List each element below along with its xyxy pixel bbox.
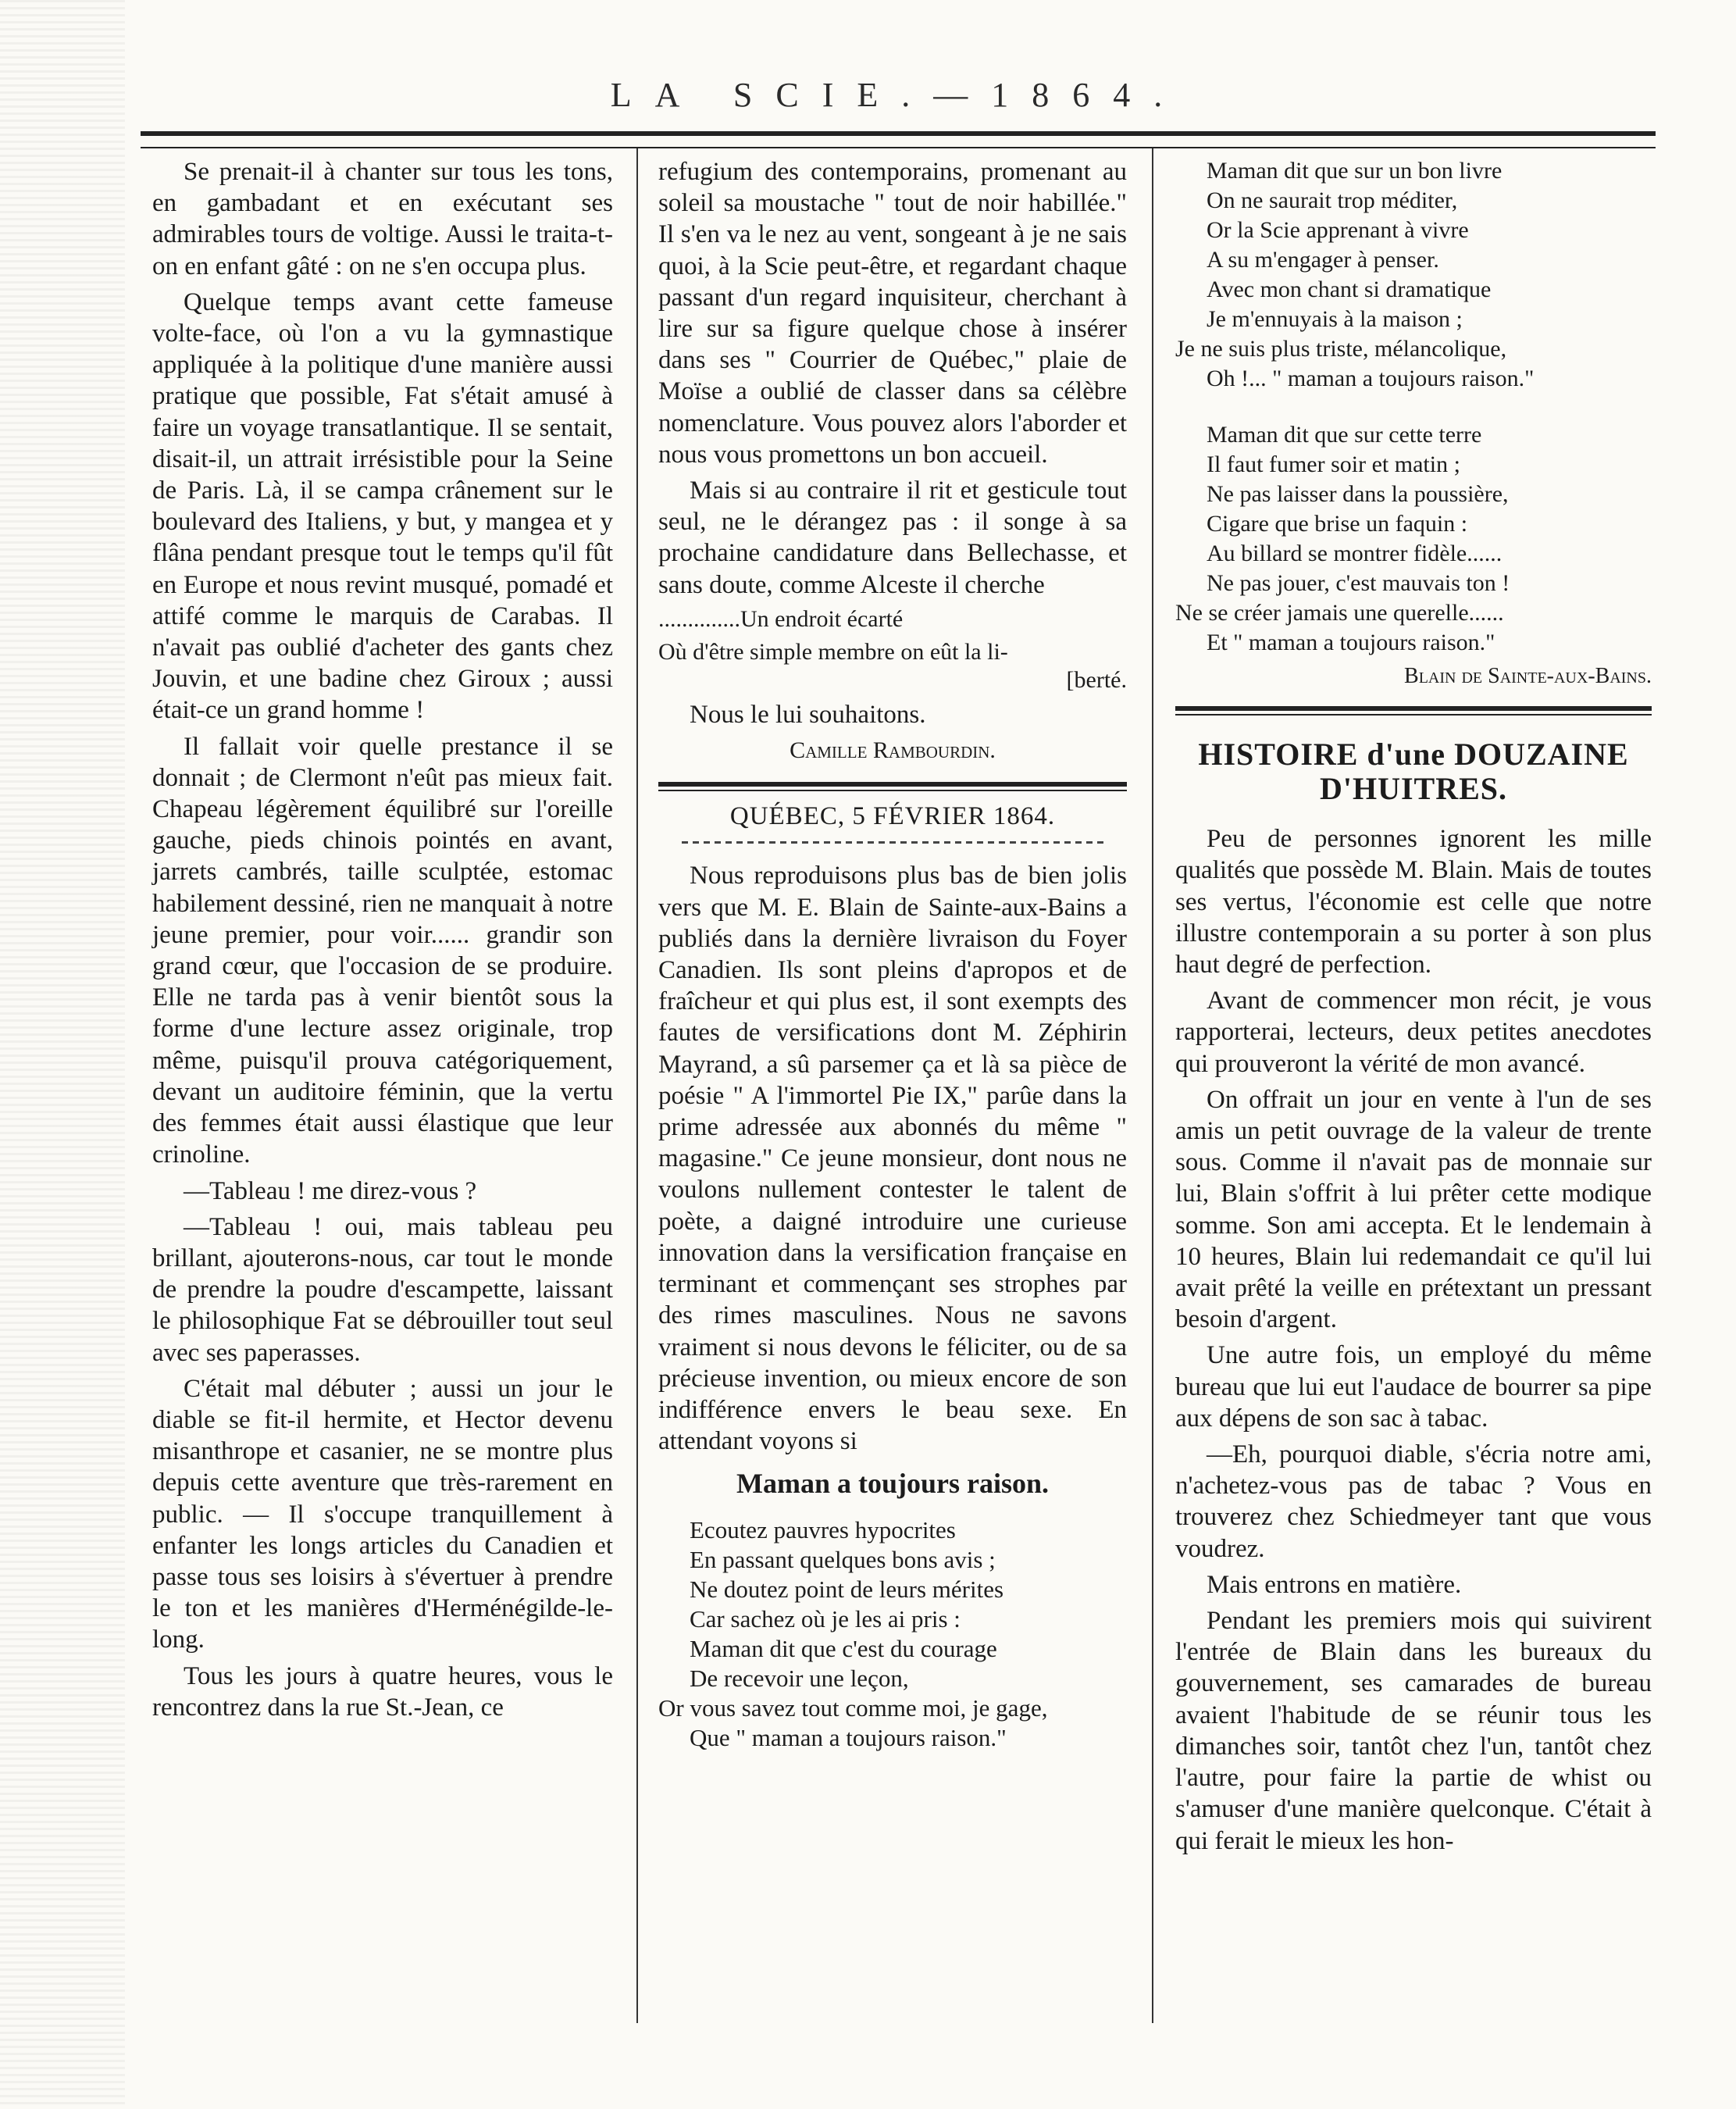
quoted-verse: [berté. — [1066, 666, 1127, 693]
poem-stanza — [1175, 420, 1652, 658]
paragraph: Pendant les premiers mois qui suivirent l'entrée de Blain dans les bureaux du gouvernement, ses camarades de bureau avaient l'habitude de se réunir tous les dimanches soir, tantôt chez l'un, tantôt chez l'autre, pour faire la partie de whist ou s'amuser d'une manière quelconque. C'était à qui ferait le mieux les hon- — [1175, 1607, 1652, 1855]
paragraph: On offrait un jour en vente à l'un de ses amis un petit ouvrage de la valeur de trente sous. Comme il n'avait pas de monnaie sur lui, Blain s'offrit à lui prêter cette modique somme. Son ami accepta. Et le lendemain à 10 heures, Blain lui redemandait ce qu'il lui avait prêté la veille en prétextant un pressant besoin d'argent. — [1175, 1085, 1652, 1334]
paragraph: Se prenait-il à chanter sur tous les tons, en gambadant et en exécutant ses admirables tours de voltige. Aussi le traita-t-on en enfant gâté : on ne s'en occupa plus. — [152, 158, 613, 280]
poem-line: Or la Scie apprenant à vivre — [1207, 217, 1469, 243]
paragraph: Peu de personnes ignorent les mille qualités que possède M. Blain. Mais de toutes ses vertus, l'économie est celle que notre illustre contemporain a su porter à son plus haut degré de perfection. — [1175, 825, 1652, 980]
signature: Camille Rambourdin. — [790, 737, 996, 764]
poem-line: Ne pas jouer, c'est mauvais ton ! — [1207, 570, 1510, 596]
poem-line: Maman dit que sur cette terre — [1207, 422, 1482, 448]
column-divider-left — [636, 148, 638, 2023]
column-divider-right — [1152, 148, 1153, 2023]
paragraph: Tous les jours à quatre heures, vous le rencontrez dans la rue St.-Jean, ce — [152, 1661, 613, 1722]
poem-line: Ne pas laisser dans la poussière, — [1207, 481, 1509, 507]
paragraph: —Tableau ! oui, mais tableau peu brillant, ajouterons-nous, car tout le monde de prendre la poudre d'escampette, laissant le philosophique Fat se débrouiller tout seul avec ses paperasses. — [152, 1212, 613, 1367]
poem-line: Ne se créer jamais une querelle...... — [1175, 600, 1504, 626]
poem-line: Ne doutez point de leurs mérites — [690, 1575, 1004, 1603]
dateline: QUÉBEC, 5 FÉVRIER 1864. — [729, 802, 1056, 831]
scan-margin — [0, 0, 125, 2109]
column-left — [152, 156, 613, 1728]
poem-stanza — [1175, 156, 1652, 394]
paragraph: Quelque temps avant cette fameuse volte-face, où l'on a vu la gymnastique appliquée à la politique d'une manière aussi pratique que possible, Fat s'était amusé à faire un voyage transatlantique. Il se sentait, disait-il, un attrait irrésistible pour la Seine de Paris. Là, il se campa crânement sur le boulevard des Italiens, y but, y mangea et y flâna pendant presque tout le temps qu'il fût en Europe et nous revint musqué, pomadé et attifé comme le marquis de Carabas. Il n'avait pas oublié d'acheter des gants chez Jouvin, et une badine chez Giroux ; aussi était-ce un grand homme ! — [152, 287, 613, 725]
section-separator — [1175, 706, 1652, 715]
poem-title: Maman a toujours raison. — [736, 1468, 1049, 1500]
poem-line: Il faut fumer soir et matin ; — [1207, 451, 1460, 477]
paragraph: refugium des contemporains, promenant au soleil sa moustache " tout de noir habillée." Il s'en va le nez au vent, songeant à je ne sais quoi, à la Scie peut-être, et regardant chaque passant d'un regard inquisiteur, cherchant à lire sur sa figure quelque chose à insérer dans ses " Courrier de Québec," plaie de Moïse a oublié de classer dans sa célèbre nomenclature. Vous pouvez alors l'aborder et nous vous promettons un bon accueil. — [658, 158, 1127, 469]
paragraph: —Tableau ! me direz-vous ? — [184, 1176, 477, 1205]
poem-line: A su m'engager à penser. — [1207, 247, 1439, 273]
poem-line: En passant quelques bons avis ; — [690, 1545, 996, 1573]
poem-line: Maman dit que sur un bon livre — [1207, 158, 1503, 184]
poem-line: Cigare que brise un faquin : — [1207, 511, 1468, 537]
paragraph: Mais entrons en matière. — [1207, 1570, 1462, 1599]
poem-line: Maman dit que c'est du courage — [690, 1634, 997, 1662]
column-right — [1175, 156, 1652, 1861]
poem-line: Au billard se montrer fidèle...... — [1207, 541, 1503, 566]
quoted-verse: Où d'être simple membre on eût la li- — [658, 638, 1008, 665]
poem-line: Car sachez où je les ai pris : — [690, 1604, 961, 1633]
poem-line: Or vous savez tout comme moi, je gage, — [658, 1693, 1048, 1722]
quoted-verse: ..............Un endroit écarté — [658, 605, 904, 632]
article-title: HISTOIRE d'une DOUZAINE D'HUITRES. — [1198, 737, 1629, 807]
paragraph: Avant de commencer mon récit, je vous rapporterai, lecteurs, deux petites anecdotes qui prouveront la vérité de mon avancé. — [1175, 987, 1652, 1078]
signature: Blain de Sainte-aux-Bains. — [1404, 664, 1652, 688]
header-rule — [141, 131, 1656, 148]
paragraph: C'était mal débuter ; aussi un jour le diable se fit-il hermite, et Hector devenu misanthrope et casanier, ne se montre plus depuis cette aventure que très-rarement en public. — Il s'occupe tranquillement à enfanter les longs articles du Canadien et passe tous ses loisirs à s'évertuer à prendre le ton et les manières d'Herménégilde-le-long. — [152, 1374, 613, 1654]
closing-line: Nous le lui souhaitons. — [690, 700, 926, 729]
paragraph: Une autre fois, un employé du même bureau que lui eut l'audace de bourrer sa pipe aux dépens de son sac à tabac. — [1175, 1341, 1652, 1433]
column-middle — [658, 156, 1127, 1753]
paragraph: Nous reproduisons plus bas de bien jolis vers que M. E. Blain de Sainte-aux-Bains a publiés dans la dernière livraison du Foyer Canadien. Ils sont pleins d'apropos et de fraîcheur et qui plus est, il sont exempts des fautes de versifications dont M. Zéphirin Mayrand, a sû parsemer ça et là sa pièce de poésie " A l'immortel Pie IX," parûe dans la prime adressée aux abonnés du même " magasine." Ce jeune monsieur, dont nous ne voulons nullement contester le talent de poète, a daigné introduire une curieuse innovation dans la versification française en terminant et commençant ses strophes par des rimes masculines. Nous ne savons vraiment si nous devons le féliciter, ou de sa précieuse invention, ou mieux encore de son indifférence envers le beau sexe. En attendant voyons si — [658, 862, 1127, 1456]
page-header: LA SCIE.—1864. — [610, 76, 1186, 114]
poem-line: Je ne suis plus triste, mélancolique, — [1175, 336, 1507, 362]
section-separator — [658, 782, 1127, 791]
paragraph: Mais si au contraire il rit et gesticule tout seul, ne le dérangez pas : il songe à sa prochaine candidature dans Bellechasse, et sans doute, comme Alceste il cherche — [658, 476, 1127, 599]
poem-line: De recevoir une leçon, — [690, 1664, 909, 1692]
paragraph: —Eh, pourquoi diable, s'écria notre ami, n'achetez-vous pas de tabac ? Vous en trouverez chez Schiedmeyer tant que vous voudrez. — [1175, 1440, 1652, 1563]
poem-line: Ecoutez pauvres hypocrites — [690, 1515, 956, 1543]
poem-line: Avec mon chant si dramatique — [1207, 277, 1492, 302]
paragraph: Il fallait voir quelle prestance il se donnait ; de Clermont n'eût pas mieux fait. Chapeau légèrement équilibré sur l'oreille gauche, pieds chinois pointés en avant, jarrets cambrés, taille sculptée, estomac habilement dessiné, rien ne manquait à notre jeune premier, pour voir...... grandir son grand cœur, que l'occasion de se produire. Elle ne tarda pas à venir bientôt sous la forme d'une lecture assez originale, trop même, puisqu'il prouva catégoriquement, devant un auditoire féminin, que la vertu des femmes était aussi élastique que leur crinoline. — [152, 732, 613, 1169]
poem-line: Oh !... " maman a toujours raison." — [1207, 366, 1535, 391]
poem-line: Et " maman a toujours raison." — [1207, 630, 1495, 655]
poem-line: Que " maman a toujours raison." — [690, 1723, 1007, 1751]
ornamental-rule — [682, 837, 1103, 848]
poem — [658, 1515, 1127, 1753]
poem-line: Je m'ennuyais à la maison ; — [1207, 306, 1463, 332]
poem-line: On ne saurait trop méditer, — [1207, 187, 1458, 213]
